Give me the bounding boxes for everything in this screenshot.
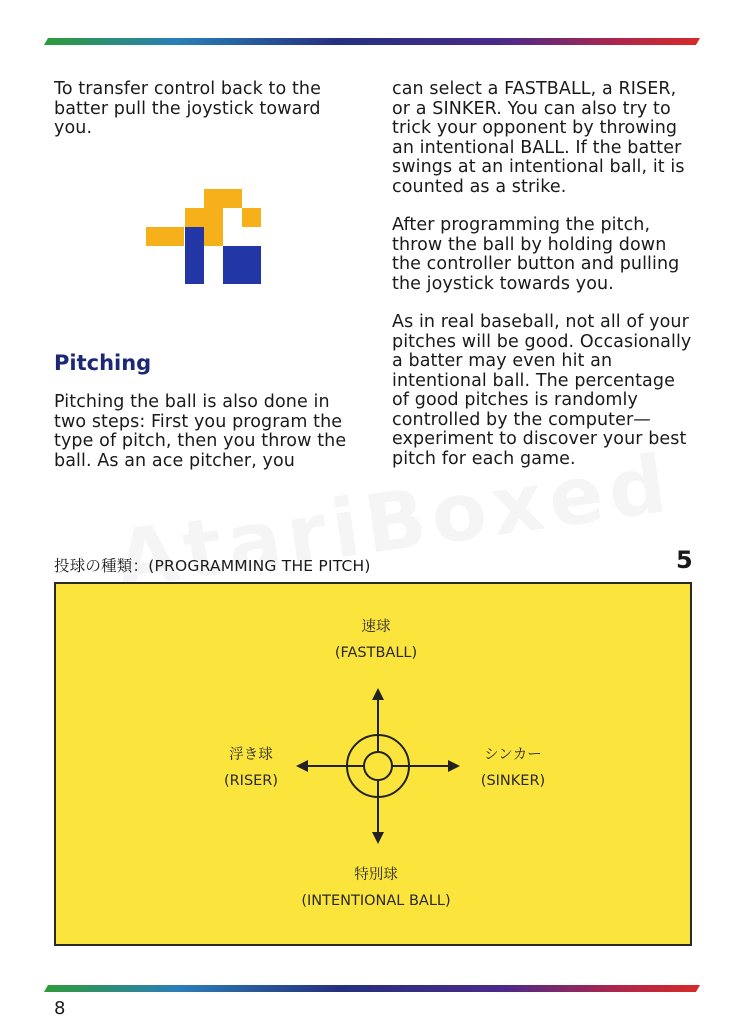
label-riser-en: (RISER) bbox=[223, 773, 279, 789]
bottom-rainbow-rule bbox=[44, 985, 700, 992]
pitch-diagram bbox=[54, 582, 692, 946]
label-fastball-en: (FASTBALL) bbox=[334, 645, 418, 661]
paragraph-throw-ball: After programming the pitch, throw the ball by holding down the controller button and pulling the joystick towards you. bbox=[392, 215, 680, 294]
label-sinker-en: (SINKER) bbox=[480, 773, 546, 789]
page-number: 8 bbox=[54, 998, 66, 1019]
pixel-pitcher-figure bbox=[146, 189, 263, 287]
label-sinker-jp: シンカー bbox=[484, 747, 542, 763]
paragraph-transfer-control: To transfer control back to the batter pull the joystick toward you. bbox=[54, 79, 321, 138]
joystick-inner-ring bbox=[364, 752, 392, 780]
right-column bbox=[392, 80, 697, 469]
pitching-paragraph bbox=[54, 393, 359, 471]
label-fastball-jp: 速球 bbox=[361, 619, 391, 635]
label-sinker bbox=[458, 742, 568, 794]
paragraph-good-pitches: As in real baseball, not all of your pitches will be good. Occasionally a batter may even hit an intentional ball. The percentage of good pitches is randomly controlled by the computer—experiment to discover your best pitch for each game. bbox=[392, 312, 692, 469]
section-number: 5 bbox=[676, 546, 693, 574]
paragraph-pitch-types: can select a FASTBALL, a RISER, or a SINKER. You can also try to trick your opponent by throwing an intentional BALL. If the batter swings at an intentional ball, it is counted as a strike. bbox=[392, 79, 685, 197]
intro-paragraph bbox=[54, 80, 344, 139]
label-riser-jp: 浮き球 bbox=[229, 747, 273, 763]
label-intentional-jp: 特別球 bbox=[354, 867, 398, 883]
top-rainbow-rule bbox=[44, 38, 700, 45]
joystick-direction-icon bbox=[286, 684, 466, 844]
label-fastball bbox=[326, 614, 426, 666]
label-intentional-en: (INTENTIONAL BALL) bbox=[301, 893, 451, 909]
diagram-caption: 投球の種類：(PROGRAMMING THE PITCH) bbox=[54, 557, 371, 575]
section-heading-pitching: Pitching bbox=[54, 351, 152, 375]
label-intentional-ball bbox=[256, 862, 496, 914]
paragraph-pitching-steps: Pitching the ball is also done in two steps: First you program the type of pitch, then you throw the ball. As an ace pitcher, you bbox=[54, 392, 347, 471]
